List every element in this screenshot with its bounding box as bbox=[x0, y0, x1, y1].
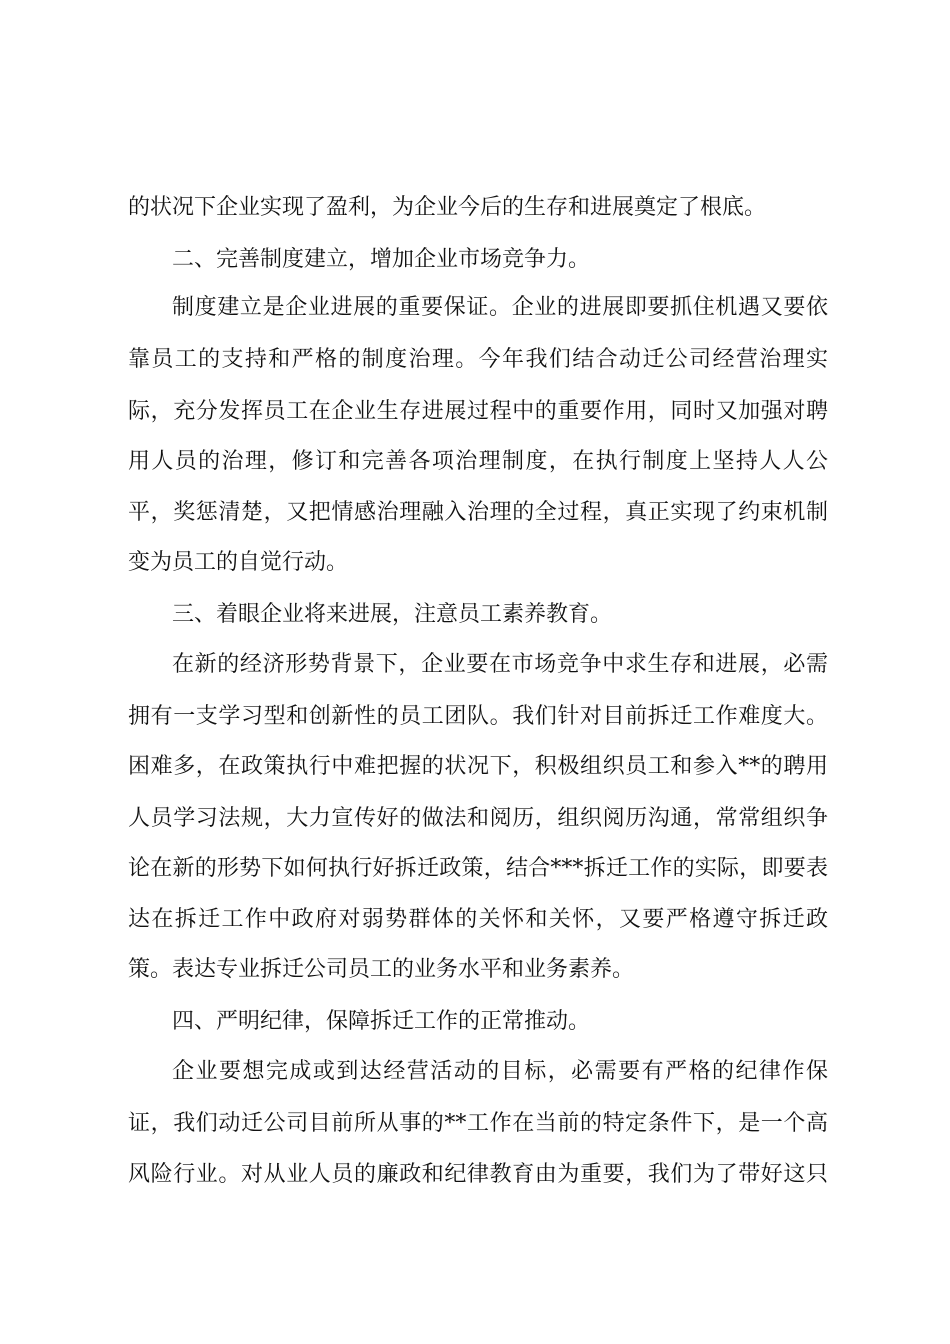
paragraph-line: 在新的经济形势背景下，企业要在市场竞争中求生存和进展，必需 bbox=[172, 652, 828, 677]
paragraph-line: 制度建立是企业进展的重要保证。企业的进展即要抓住机遇又要依 bbox=[172, 295, 828, 320]
paragraph-line: 用人员的治理，修订和完善各项治理制度，在执行制度上坚持人人公 bbox=[128, 449, 828, 474]
paragraph-line: 拥有一支学习型和创新性的员工团队。我们针对目前拆迁工作难度大。 bbox=[128, 704, 828, 729]
section-heading: 三、着眼企业将来进展，注意员工素养教育。 bbox=[172, 602, 613, 627]
document-page bbox=[128, 0, 828, 1344]
paragraph-line: 困难多，在政策执行中难把握的状况下，积极组织员工和参入**的聘用 bbox=[128, 754, 828, 779]
paragraph-line: 平，奖惩清楚，又把情感治理融入治理的全过程，真正实现了约束机制 bbox=[128, 500, 828, 525]
section-heading: 四、严明纪律，保障拆迁工作的正常推动。 bbox=[172, 1009, 591, 1034]
paragraph-line: 靠员工的支持和严格的制度治理。今年我们结合动迁公司经营治理实 bbox=[128, 347, 828, 372]
paragraph-line: 的状况下企业实现了盈利，为企业今后的生存和进展奠定了根底。 bbox=[128, 195, 767, 220]
paragraph-line: 策。表达专业拆迁公司员工的业务水平和业务素养。 bbox=[128, 957, 635, 982]
paragraph-line: 风险行业。对从业人员的廉政和纪律教育由为重要，我们为了带好这只 bbox=[128, 1162, 828, 1187]
paragraph-line: 变为员工的自觉行动。 bbox=[128, 550, 349, 575]
paragraph-line: 达在拆迁工作中政府对弱势群体的关怀和关怀，又要严格遵守拆迁政 bbox=[128, 907, 828, 932]
paragraph-line: 论在新的形势下如何执行好拆迁政策，结合***拆迁工作的实际，即要表 bbox=[128, 856, 828, 881]
paragraph-line: 证，我们动迁公司目前所从事的**工作在当前的特定条件下，是一个高 bbox=[128, 1111, 828, 1136]
section-heading: 二、完善制度建立，增加企业市场竞争力。 bbox=[172, 247, 591, 272]
paragraph-line: 人员学习法规，大力宣传好的做法和阅历，组织阅历沟通，常常组织争 bbox=[128, 806, 828, 831]
paragraph-line: 际，充分发挥员工在企业生存进展过程中的重要作用，同时又加强对聘 bbox=[128, 399, 828, 424]
paragraph-line: 企业要想完成或到达经营活动的目标，必需要有严格的纪律作保 bbox=[172, 1059, 828, 1084]
